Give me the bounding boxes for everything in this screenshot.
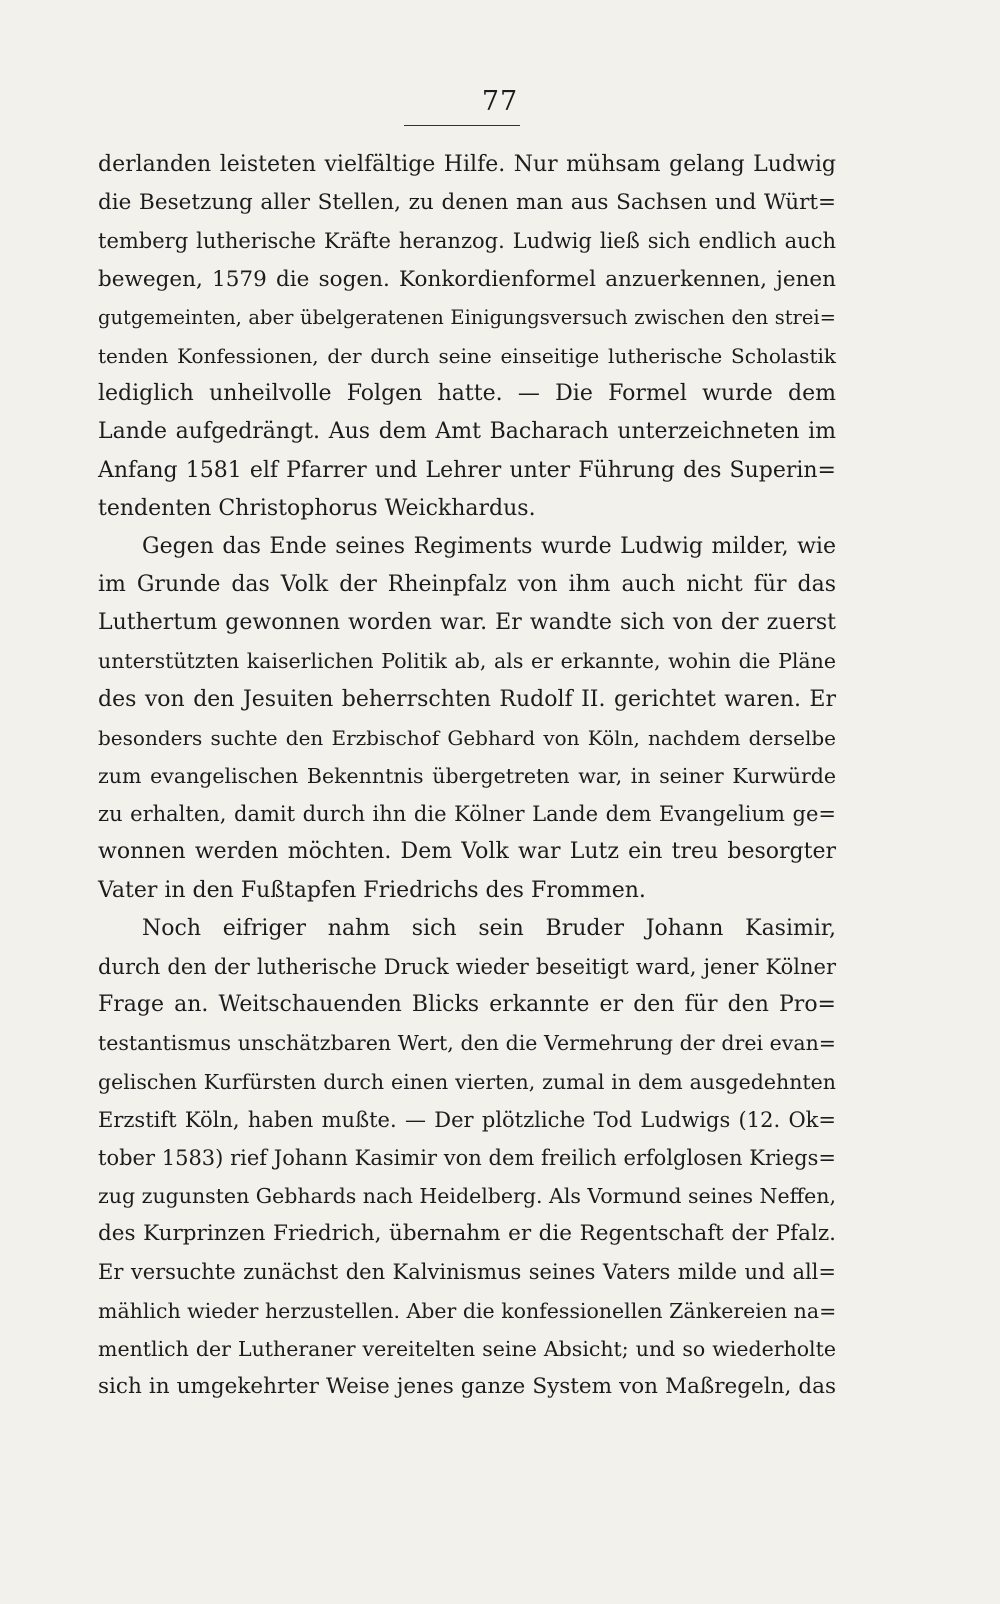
text-line: Erzstift Köln, haben mußte. — Der plötzliche Tod Ludwigs (12. Ok= [98,1107,836,1132]
text-line: zum evangelischen Bekenntnis übergetreten war, in seiner Kurwürde [98,764,836,788]
text-line: mählich wieder herzustellen. Aber die konfessionellen Zänkereien na= [98,1298,837,1323]
text-line: Noch eifriger nahm sich sein Bruder Johann Kasimir, [142,915,836,941]
text-line: zu erhalten, damit durch ihn die Kölner Lande dem Evangelium ge= [98,802,836,827]
text-line: temberg lutherische Kräfte heranzog. Ludwig ließ sich endlich auch [98,229,836,254]
text-line: gelischen Kurfürsten durch einen vierten, zumal in dem ausgedehnten [98,1069,836,1094]
text-line: tober 1583) rief Johann Kasimir von dem freilich erfolglosen Kriegs= [98,1145,836,1170]
text-line: bewegen, 1579 die sogen. Konkordienformel anzuerkennen, jenen [98,266,836,292]
text-line: Anfang 1581 elf Pfarrer und Lehrer unter Führung des Superin= [98,457,836,483]
text-line: tendenten Christophorus Weickhardus. [98,495,536,521]
text-line: Lande aufgedrängt. Aus dem Amt Bacharach unterzeichneten im [98,419,836,445]
text-line: derlanden leisteten vielfältige Hilfe. Nur mühsam gelang Ludwig [98,152,836,177]
text-line: des Kurprinzen Friedrich, übernahm er die Regentschaft der Pfalz. [98,1221,836,1247]
text-line: durch den der lutherische Druck wieder beseitigt ward, jener Kölner [98,954,836,979]
text-line: mentlich der Lutheraner vereitelten seine Absicht; und so wiederholte [98,1336,836,1361]
page-number: 77 [481,86,519,117]
text-line: lediglich unheilvolle Folgen hatte. — Die Formel wurde dem [98,381,836,407]
text-line: Gegen das Ende seines Regiments wurde Ludwig milder, wie [142,533,836,559]
text-line: des von den Jesuiten beherrschten Rudolf II. gerichtet waren. Er [98,686,836,712]
text-line: Luthertum gewonnen worden war. Er wandte sich von der zuerst [98,610,836,636]
text-line: unterstützten kaiserlichen Politik ab, als er erkannte, wohin die Pläne [98,649,836,674]
text-line: zug zugunsten Gebhards nach Heidelberg. Als Vormund seines Neffen, [98,1184,837,1209]
page-number-rule [404,125,520,126]
body-text [98,146,836,1406]
text-line: besonders suchte den Erzbischof Gebhard von Köln, nachdem derselbe [98,725,836,750]
text-line: Frage an. Weitschauenden Blicks erkannte er den für den Pro= [98,992,836,1018]
text-line: wonnen werden möchten. Dem Volk war Lutz ein treu besorgter [98,839,836,865]
text-line: sich in umgekehrter Weise jenes ganze System von Maßregeln, das [98,1374,836,1399]
text-line: testantismus unschätzbaren Wert, den die Vermehrung der drei evan= [98,1031,836,1056]
text-line: gutgemeinten, aber übelgeratenen Einigungsversuch zwischen den strei= [98,305,836,329]
text-line: tenden Konfessionen, der durch seine einseitige lutherische Scholastik [98,343,836,368]
text-line: im Grunde das Volk der Rheinpfalz von ihm auch nicht für das [98,572,836,598]
text-line: Er versuchte zunächst den Kalvinismus seines Vaters milde und all= [98,1260,836,1285]
text-line: die Besetzung aller Stellen, zu denen man aus Sachsen und Würt= [98,190,836,216]
text-line: Vater in den Fußtapfen Friedrichs des Frommen. [98,877,646,903]
